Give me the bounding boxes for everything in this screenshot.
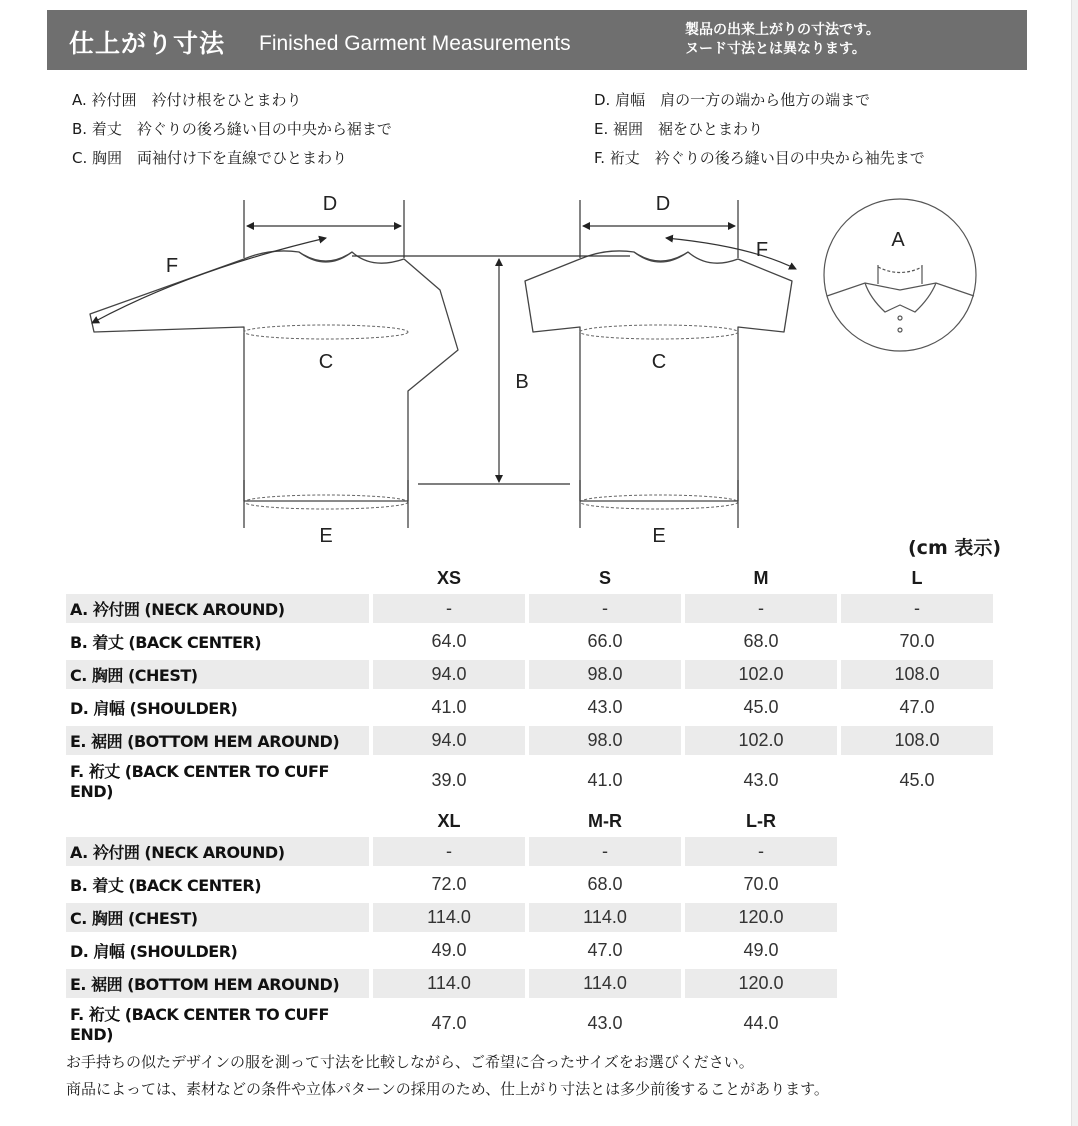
footer-line2: 商品によっては、素材などの条件や立体パターンの採用のため、仕上がり寸法とは多少前後することがあります。	[66, 1080, 829, 1098]
row-label: E. 裾囲 (BOTTOM HEM AROUND)	[66, 969, 369, 998]
row-label: A. 衿付囲 (NECK AROUND)	[66, 594, 369, 623]
label-d-right: D	[655, 193, 671, 215]
cell-value: 45.0	[899, 769, 935, 790]
row-label: C. 胸囲 (CHEST)	[66, 660, 369, 689]
cell-value: 70.0	[899, 631, 935, 651]
cell-value: 47.0	[587, 940, 623, 960]
cell-value: 49.0	[431, 940, 467, 960]
cell-value: 94.0	[373, 726, 525, 755]
cell-value: 114.0	[529, 903, 681, 932]
row-label: B. 着丈 (BACK CENTER)	[70, 876, 262, 895]
cell-value: 39.0	[431, 769, 467, 790]
definition-a: A. 衿付囲 衿付け根をひとまわり	[72, 91, 302, 109]
header-note-line2: ヌード寸法とは異なります。	[685, 41, 866, 57]
cell-value: 43.0	[587, 697, 623, 717]
cell-value: -	[529, 837, 681, 866]
definitions-left	[72, 86, 392, 173]
cell-value: 66.0	[587, 631, 623, 651]
table-row	[66, 726, 993, 755]
table-corner	[66, 566, 369, 590]
table-row	[66, 837, 837, 866]
cell-value: 114.0	[373, 969, 525, 998]
cell-value: 102.0	[685, 660, 837, 689]
size-table-2	[62, 805, 841, 1048]
cell-value: 108.0	[841, 726, 993, 755]
cell-value: 43.0	[587, 1012, 623, 1033]
header-bar	[47, 10, 1027, 70]
table-header-row	[66, 809, 837, 833]
label-e-left: E	[319, 525, 333, 545]
row-label: F. 裄丈 (BACK CENTER TO CUFF END)	[70, 762, 329, 801]
row-label: E. 裾囲 (BOTTOM HEM AROUND)	[66, 726, 369, 755]
cell-value: -	[529, 594, 681, 623]
cell-value: 102.0	[685, 726, 837, 755]
cell-value: 47.0	[431, 1012, 467, 1033]
table-row	[66, 660, 993, 689]
label-d-left: D	[322, 193, 338, 215]
label-f-right: F	[755, 239, 769, 261]
definition-c: C. 胸囲 両袖付け下を直線でひとまわり	[72, 149, 348, 167]
label-f-left: F	[165, 255, 179, 277]
label-b: B	[515, 371, 529, 393]
collar-detail	[824, 199, 976, 351]
cell-value: 41.0	[587, 769, 623, 790]
table-row	[66, 969, 837, 998]
cell-value: 44.0	[743, 1012, 779, 1033]
label-c-right: C	[651, 351, 667, 373]
cell-value: 114.0	[373, 903, 525, 932]
cell-value: -	[841, 594, 993, 623]
size-table-1	[62, 562, 997, 805]
table-row	[66, 594, 993, 623]
cell-value: -	[685, 594, 837, 623]
definition-e: E. 裾囲 裾をひとまわり	[594, 120, 764, 138]
row-label: D. 肩幅 (SHOULDER)	[70, 942, 238, 961]
definition-d: D. 肩幅 肩の一方の端から他方の端まで	[594, 91, 871, 109]
cell-value: 120.0	[685, 903, 837, 932]
table-row	[66, 936, 837, 965]
size-header: L-R	[746, 810, 776, 831]
row-label: B. 着丈 (BACK CENTER)	[70, 633, 262, 652]
cell-value: 98.0	[529, 726, 681, 755]
short-sleeve-shirt	[525, 251, 792, 501]
size-header: L	[911, 567, 923, 588]
cell-value: 64.0	[431, 631, 467, 651]
cell-value: 45.0	[743, 697, 779, 717]
size-header: XL	[437, 810, 461, 831]
cell-value: -	[373, 837, 525, 866]
size-header: S	[598, 567, 611, 588]
size-header: M	[753, 567, 769, 588]
table-corner	[66, 809, 369, 833]
cell-value: 120.0	[685, 969, 837, 998]
label-c-left: C	[318, 351, 334, 373]
footer-line1: お手持ちの似たデザインの服を測って寸法を比較しながら、ご希望に合ったサイズをお選びください。	[66, 1053, 754, 1071]
title-en: Finished Garment Measurements	[259, 32, 571, 55]
definitions-right	[594, 86, 925, 173]
table-row	[66, 903, 837, 932]
definition-b: B. 着丈 衿ぐりの後ろ縫い目の中央から裾まで	[72, 120, 392, 138]
table-row	[66, 759, 993, 801]
cell-value: 114.0	[529, 969, 681, 998]
header-note-line1: 製品の出来上がりの寸法です。	[685, 22, 880, 38]
label-e-right: E	[652, 525, 666, 545]
title-jp: 仕上がり寸法	[69, 29, 226, 58]
header-note	[685, 21, 880, 59]
row-label: D. 肩幅 (SHOULDER)	[70, 699, 238, 718]
cell-value: 94.0	[373, 660, 525, 689]
cell-value: 68.0	[587, 874, 623, 894]
cell-value: 49.0	[743, 940, 779, 960]
definition-f: F. 裄丈 衿ぐりの後ろ縫い目の中央から袖先まで	[594, 149, 925, 167]
table-row	[66, 693, 993, 722]
cell-value: 68.0	[743, 631, 779, 651]
footer-notes	[66, 1049, 829, 1103]
table-row	[66, 1002, 837, 1044]
table-row	[66, 870, 837, 899]
label-a: A	[891, 229, 905, 251]
row-label: F. 裄丈 (BACK CENTER TO CUFF END)	[70, 1005, 329, 1044]
cell-value: -	[373, 594, 525, 623]
garment-diagram	[70, 180, 1010, 545]
unit-note: (cm 表示)	[908, 537, 1002, 559]
cell-value: -	[685, 837, 837, 866]
cell-value: 108.0	[841, 660, 993, 689]
cell-value: 43.0	[743, 769, 779, 790]
cell-value: 47.0	[899, 697, 935, 717]
cell-value: 72.0	[431, 874, 467, 894]
cell-value: 41.0	[431, 697, 467, 717]
table-header-row	[66, 566, 993, 590]
cell-value: 98.0	[529, 660, 681, 689]
cell-value: 70.0	[743, 874, 779, 894]
row-label: A. 衿付囲 (NECK AROUND)	[66, 837, 369, 866]
size-header: M-R	[588, 810, 622, 831]
table-row	[66, 627, 993, 656]
size-header: XS	[436, 567, 461, 588]
page-scrollbar[interactable]	[1071, 0, 1078, 1126]
long-sleeve-shirt	[90, 251, 458, 501]
row-label: C. 胸囲 (CHEST)	[66, 903, 369, 932]
